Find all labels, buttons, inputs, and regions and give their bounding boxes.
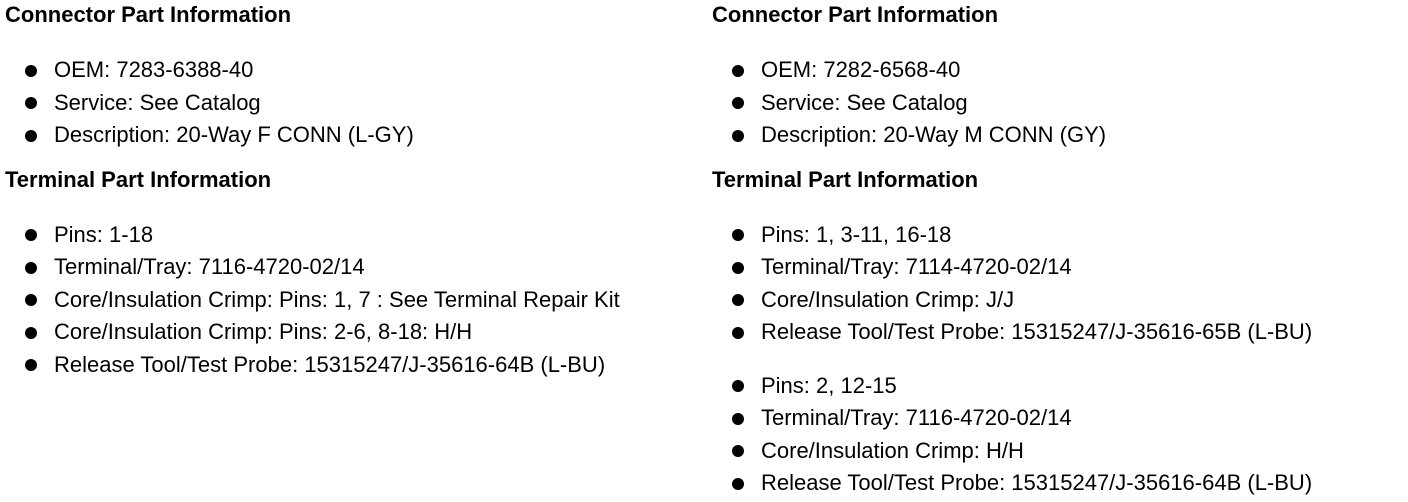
- list-item: [5, 219, 705, 252]
- right-column: [712, 0, 1408, 500]
- bullet-icon: [732, 413, 744, 425]
- list-item-text: Service: See Catalog: [761, 89, 968, 115]
- list-item: [712, 284, 1408, 317]
- list-item: [712, 370, 1408, 403]
- list-item: [712, 251, 1408, 284]
- list-item-text: Pins: 1, 3-11, 16-18: [761, 221, 952, 247]
- right-terminal-list-1: [712, 219, 1408, 349]
- left-terminal-heading: Terminal Part Information: [5, 166, 272, 192]
- list-item-text: OEM: 7283-6388-40: [54, 57, 254, 82]
- bullet-icon: [732, 478, 744, 490]
- left-connector-heading: Connector Part Information: [5, 2, 292, 27]
- bullet-icon: [732, 130, 744, 142]
- list-item-text: Pins: 1-18: [54, 221, 154, 247]
- list-item-text: Pins: 2, 12-15: [761, 372, 897, 398]
- left-connector-list: [5, 54, 705, 152]
- bullet-icon: [25, 327, 37, 339]
- bullet-icon: [25, 97, 37, 109]
- right-connector-heading: Connector Part Information: [712, 2, 999, 27]
- list-item-text: Core/Insulation Crimp: Pins: 1, 7 : See Terminal Repair Kit: [54, 286, 620, 312]
- list-item: [712, 119, 1408, 152]
- right-terminal-heading: Terminal Part Information: [712, 166, 979, 192]
- list-item: [5, 119, 705, 152]
- list-item: [5, 87, 705, 120]
- list-item-text: Release Tool/Test Probe: 15315247/J-35616-65B (L-BU): [761, 319, 1313, 344]
- list-item-text: Core/Insulation Crimp: Pins: 2-6, 8-18: H/H: [54, 319, 473, 344]
- list-item: [712, 316, 1408, 349]
- list-item: [5, 54, 705, 87]
- list-item-text: Release Tool/Test Probe: 15315247/J-35616-64B (L-BU): [761, 470, 1313, 495]
- bullet-icon: [732, 97, 744, 109]
- bullet-icon: [732, 294, 744, 306]
- list-item: [712, 54, 1408, 87]
- list-item-text: Service: See Catalog: [54, 89, 261, 115]
- bullet-icon: [25, 65, 37, 77]
- list-item: [712, 87, 1408, 120]
- list-item: [5, 316, 705, 349]
- bullet-icon: [732, 380, 744, 392]
- bullet-icon: [25, 130, 37, 142]
- bullet-icon: [732, 327, 744, 339]
- list-item: [712, 402, 1408, 435]
- bullet-icon: [732, 65, 744, 77]
- list-item-text: Description: 20-Way M CONN (GY): [761, 122, 1107, 147]
- bullet-icon: [25, 262, 37, 274]
- bullet-icon: [732, 262, 744, 274]
- left-terminal-list: [5, 219, 705, 382]
- list-item: [5, 251, 705, 284]
- right-terminal-list-2: [712, 370, 1408, 500]
- list-item-text: Terminal/Tray: 7116-4720-02/14: [761, 405, 1072, 430]
- list-item: [712, 467, 1408, 500]
- list-item-text: Core/Insulation Crimp: J/J: [761, 286, 1015, 312]
- list-item-text: OEM: 7282-6568-40: [761, 57, 961, 82]
- list-item: [5, 349, 705, 382]
- list-item-text: Description: 20-Way F CONN (L-GY): [54, 122, 414, 147]
- list-item-text: Terminal/Tray: 7116-4720-02/14: [54, 254, 365, 279]
- bullet-icon: [25, 294, 37, 306]
- list-item-text: Terminal/Tray: 7114-4720-02/14: [761, 254, 1072, 279]
- list-item-text: Release Tool/Test Probe: 15315247/J-35616-64B (L-BU): [54, 351, 606, 377]
- bullet-icon: [25, 229, 37, 241]
- bullet-icon: [25, 359, 37, 371]
- list-item-text: Core/Insulation Crimp: H/H: [761, 437, 1024, 463]
- bullet-icon: [732, 445, 744, 457]
- left-column: [5, 0, 705, 381]
- list-item: [712, 435, 1408, 468]
- list-item: [712, 219, 1408, 252]
- list-item: [5, 284, 705, 317]
- right-connector-list: [712, 54, 1408, 152]
- bullet-icon: [732, 229, 744, 241]
